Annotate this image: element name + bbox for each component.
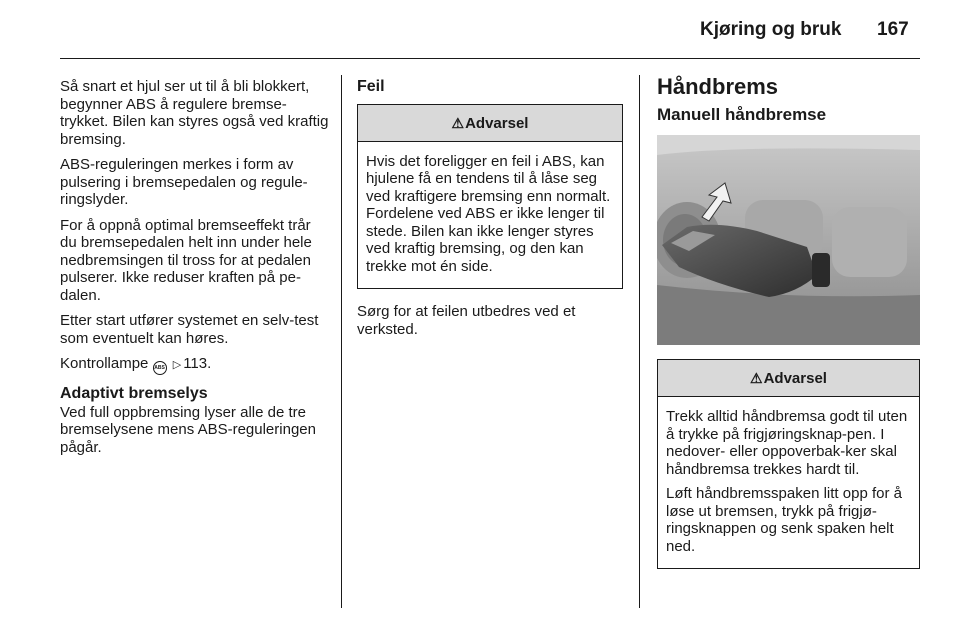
header-rule (60, 58, 920, 59)
abs-warning-lamp-icon: ABS (153, 361, 167, 375)
warning-box-abs (357, 104, 623, 290)
handbrake-heading: Håndbrems (657, 74, 779, 99)
column-divider-left (341, 75, 342, 608)
fault-heading: Feil (357, 78, 385, 95)
page-header-title: Kjøring og bruk (700, 19, 842, 40)
warning-box-header (358, 105, 622, 142)
column-left (60, 78, 330, 464)
warning-box-body (658, 397, 919, 568)
warning-box-body (358, 142, 622, 289)
warning-box-header (658, 360, 919, 397)
warning-triangle-icon: ⚠ (451, 114, 465, 131)
abs-paragraph-1: Så snart et hjul ser ut til å bli blokkert, begynner ABS å regulere bremse-trykket. Bilen kan styres også ved kraftig bremsing. (60, 78, 329, 148)
column-middle (357, 78, 623, 346)
fault-repair-text: Sørg for at feilen utbedres ved et verksted. (357, 303, 576, 338)
handbrake-warning-text-2: Løft håndbremsspaken litt opp for å løse ut bremsen, trykk på frigjø-ringsknappen og senk spaken helt ned. (666, 485, 902, 555)
indicator-label: Kontrollampe (60, 355, 149, 372)
handbrake-photo (657, 135, 920, 345)
warning-title: Advarsel (763, 370, 827, 387)
abs-paragraph-3: For å oppnå optimal bremseeffekt trår du bremsepedalen helt inn under hele nedbremsingen til tross for at pedalen pulserer. Ikke reduser kraften på pe-dalen. (60, 216, 312, 304)
column-right (657, 74, 920, 569)
page-number: 167 (877, 19, 909, 40)
adaptive-brake-light-text: Ved full oppbremsing lyser alle de tre bremselysene mens ABS-reguleringen pågår. (60, 403, 316, 456)
page-ref-arrow-icon: ▷ (172, 359, 182, 371)
abs-paragraph-4: Etter start utfører systemet en selv-test som eventuelt kan høres. (60, 312, 319, 347)
adaptive-brake-light-heading: Adaptivt bremselys (60, 385, 208, 402)
page-reference: 113. (183, 355, 212, 372)
warning-triangle-icon: ⚠ (750, 370, 763, 386)
warning-text: Hvis det foreligger en feil i ABS, kan hjulene få en tendens til å låse seg ved kraftigere bremsing enn normalt. Fordelene ved ABS er ikke lenger til stede. Bilen kan ikke lenger styres ved kraftig bremsing, og den kan trekke mot én side. (366, 152, 611, 275)
warning-title: Advarsel (465, 114, 529, 132)
abs-paragraph-2: ABS-reguleringen merkes i form av pulsering i bremsepedalen og regule-ringslyder. (60, 156, 308, 208)
warning-box-handbrake (657, 359, 920, 569)
handbrake-warning-text-1: Trekk alltid håndbremsa godt til uten å trykke på frigjøringsknap-pen. I nedover- eller oppoverbak-ker skal håndbremsa trekkes hardt til. (666, 408, 908, 478)
abs-paragraph-5 (60, 355, 330, 375)
column-divider-right (639, 75, 640, 608)
manual-handbrake-subheading: Manuell håndbremse (657, 104, 827, 124)
